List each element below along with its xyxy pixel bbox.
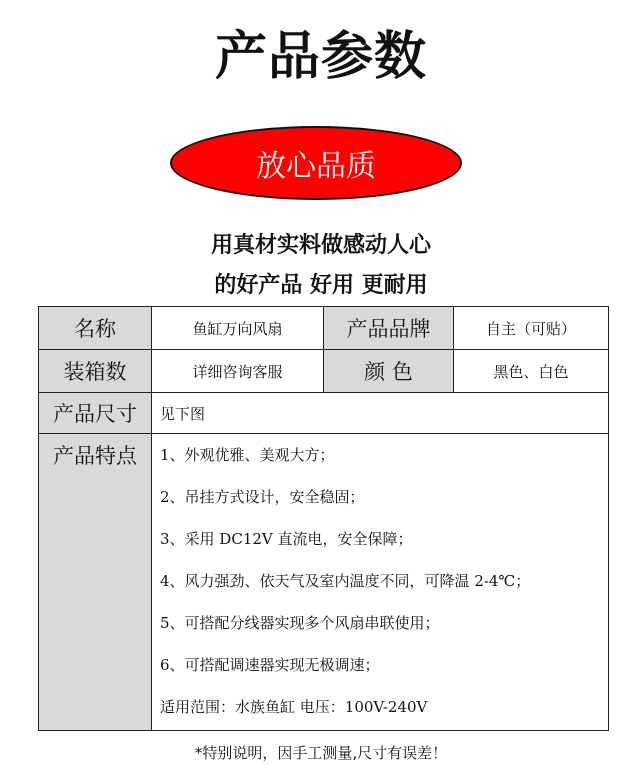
slogan-line-1: 用真材实料做感动人心 xyxy=(210,233,431,258)
packing-value: 详细咨询客服 xyxy=(152,350,324,393)
list-item: 1、外观优雅、美观大方； xyxy=(160,446,335,464)
measurement-note: *特别说明，因手工测量,尺寸有误差！ xyxy=(194,744,448,762)
brand-value: 自主（可贴） xyxy=(454,307,609,350)
table-row xyxy=(39,307,609,350)
list-item: 5、可搭配分线器实现多个风扇串联使用； xyxy=(160,614,440,632)
list-item: 3、采用 DC12V 直流电，安全保障； xyxy=(160,530,413,548)
list-item: 2、吊挂方式设计，安全稳固； xyxy=(160,488,365,506)
name-value: 鱼缸万向风扇 xyxy=(152,307,324,350)
quality-badge-label: 放心品质 xyxy=(256,149,376,184)
color-value: 黑色、白色 xyxy=(454,350,609,393)
table-row xyxy=(39,434,609,731)
brand-label: 产品品牌 xyxy=(324,307,454,350)
table-row xyxy=(39,393,609,434)
features-list xyxy=(152,434,608,722)
name-label: 名称 xyxy=(39,307,152,350)
color-label: 颜 色 xyxy=(324,350,454,393)
features-label: 产品特点 xyxy=(39,434,152,731)
packing-label: 装箱数 xyxy=(39,350,152,393)
spec-table xyxy=(38,306,609,731)
table-row xyxy=(39,350,609,393)
list-item: 适用范围：水族鱼缸 电压：100V-240V xyxy=(160,698,428,716)
list-item: 4、风力强劲、依天气及室内温度不同，可降温 2-4℃； xyxy=(160,572,531,590)
features-cell xyxy=(152,434,609,731)
page-title: 产品参数 xyxy=(214,27,427,87)
size-label: 产品尺寸 xyxy=(39,393,152,434)
size-value: 见下图 xyxy=(152,393,609,434)
quality-badge xyxy=(170,126,462,200)
list-item: 6、可搭配调速器实现无极调速； xyxy=(160,656,380,674)
slogan-line-2: 的好产品 好用 更耐用 xyxy=(214,273,428,298)
